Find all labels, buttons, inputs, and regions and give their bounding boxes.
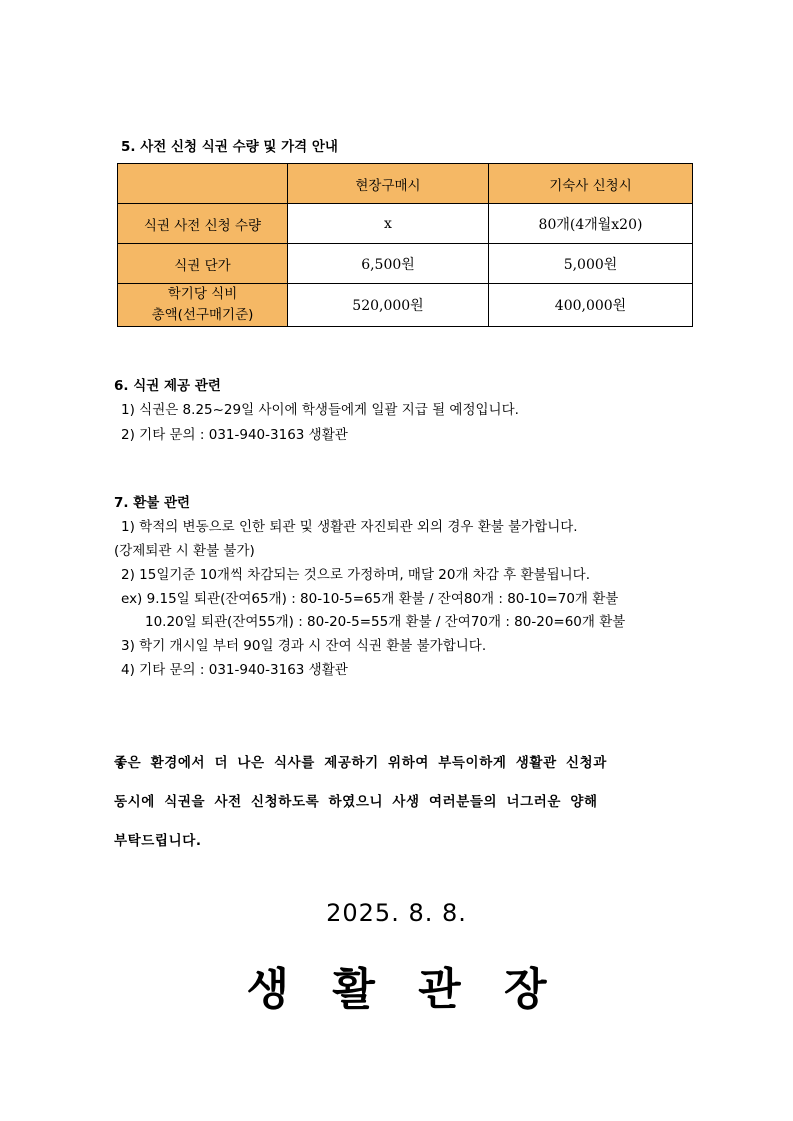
section7-title: 7. 환불 관련 [114, 495, 191, 511]
section6-line: 1) 식권은 8.25~29일 사이에 학생들에게 일괄 지급 될 예정입니다. [121, 402, 519, 418]
row-dorm-value: 400,000원 [489, 284, 693, 327]
table-header-dorm: 기숙사 신청시 [489, 164, 693, 204]
signature: 생 활 관 장 [246, 964, 561, 1015]
section6-line: 2) 기타 문의 : 031-940-3163 생활관 [121, 427, 348, 443]
row-label [118, 284, 288, 327]
document-date: 2025. 8. 8. [326, 899, 467, 927]
section7-line: 3) 학기 개시일 부터 90일 경과 시 잔여 식권 환불 불가합니다. [121, 638, 487, 654]
row-onsite-value: x [288, 204, 489, 244]
row-dorm-value: 80개(4개월x20) [489, 204, 693, 244]
section7-line: (강제퇴관 시 환불 불가) [114, 543, 255, 559]
closing-line: 부탁드립니다. [114, 833, 202, 849]
section7-line: 2) 15일기준 10개씩 차감되는 것으로 가정하며, 매달 20개 차감 후 환불됩니다. [121, 567, 590, 583]
section7-line: 1) 학적의 변동으로 인한 퇴관 및 생활관 자진퇴관 외의 경우 환불 불가합니다. [121, 519, 578, 535]
row-label: 식권 사전 신청 수량 [118, 204, 288, 244]
row-label: 식권 단가 [118, 244, 288, 284]
row-label-line1: 학기당 식비 [167, 286, 238, 302]
row-dorm-value: 5,000원 [489, 244, 693, 284]
table-row [118, 244, 693, 284]
section7-line: 4) 기타 문의 : 031-940-3163 생활관 [121, 662, 348, 678]
section7-line: ex) 9.15일 퇴관(잔여65개) : 80-10-5=65개 환불 / 잔여80개 : 80-10=70개 환불 [121, 591, 619, 607]
section7-line: 10.20일 퇴관(잔여55개) : 80-20-5=55개 환불 / 잔여70개 : 80-20=60개 환불 [145, 614, 626, 630]
table-row [118, 284, 693, 327]
section6-title: 6. 식권 제공 관련 [114, 378, 221, 394]
closing-line: 좋은 환경에서 더 나은 식사를 제공하기 위하여 부득이하게 생활관 신청과 [114, 755, 607, 771]
table-header-row [118, 164, 693, 204]
section5-title: 5. 사전 신청 식권 수량 및 가격 안내 [121, 139, 338, 155]
row-label-line2: 총액(선구매기준) [151, 307, 254, 323]
table-header-onsite: 현장구매시 [288, 164, 489, 204]
table-header-empty [118, 164, 288, 204]
row-onsite-value: 520,000원 [288, 284, 489, 327]
closing-line: 동시에 식권을 사전 신청하도록 하였으니 사생 여러분들의 너그러운 양해 [114, 794, 598, 810]
table-row [118, 204, 693, 244]
price-table [117, 163, 693, 327]
row-onsite-value: 6,500원 [288, 244, 489, 284]
